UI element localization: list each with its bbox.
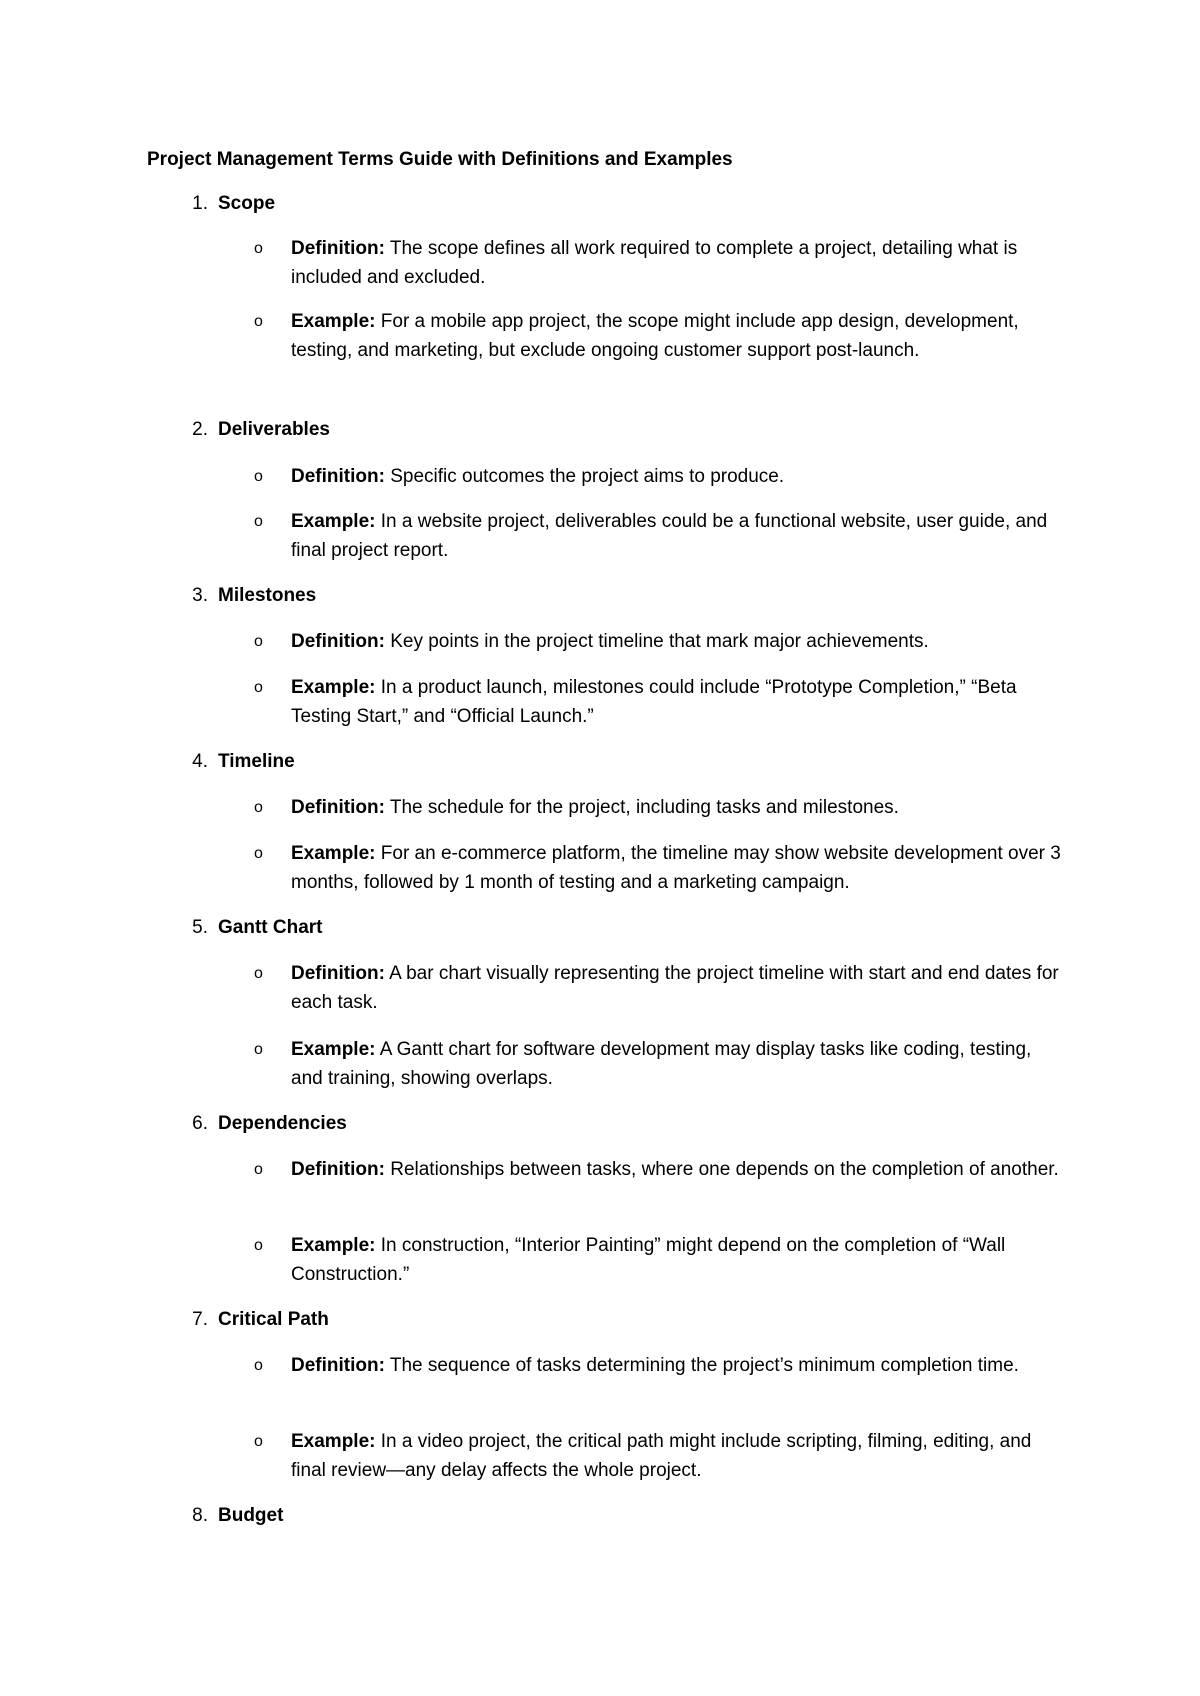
example-label: Example: <box>291 843 376 864</box>
example-body: For a mobile app project, the scope might include app design, development, testing, and marketing, but exclude ongoing customer support post-launch. <box>291 311 1019 361</box>
term-name: Gantt Chart <box>218 917 323 938</box>
bullet-marker: o <box>254 1041 263 1058</box>
definition-text <box>291 462 1061 491</box>
definition-text <box>291 1351 1061 1380</box>
definition-text <box>291 627 1061 656</box>
definition-text <box>291 1155 1061 1184</box>
term-name: Critical Path <box>218 1309 329 1330</box>
definition-body: Key points in the project timeline that mark major achievements. <box>390 631 929 652</box>
bullet-marker: o <box>254 513 263 530</box>
example-body: In a product launch, milestones could include “Prototype Completion,” “Beta Testing Start,” and “Official Launch.” <box>291 677 1017 727</box>
definition-label: Definition: <box>291 631 385 652</box>
definition-body: Relationships between tasks, where one depends on the completion of another. <box>390 1159 1059 1180</box>
bullet-marker: o <box>254 1237 263 1254</box>
example-label: Example: <box>291 1431 376 1452</box>
example-text <box>291 1035 1061 1093</box>
bullet-marker: o <box>254 1433 263 1450</box>
term-name: Scope <box>218 193 276 214</box>
document-title: Project Management Terms Guide with Definitions and Examples <box>147 149 733 170</box>
definition-body: Specific outcomes the project aims to produce. <box>390 466 785 487</box>
definition-text <box>291 234 1061 292</box>
definition-label: Definition: <box>291 238 385 259</box>
example-text <box>291 1427 1061 1485</box>
term-number: 3 . <box>178 582 208 610</box>
definition-label: Definition: <box>291 466 385 487</box>
example-label: Example: <box>291 1039 376 1060</box>
bullet-marker: o <box>254 468 263 485</box>
bullet-marker: o <box>254 240 263 257</box>
definition-body: The schedule for the project, including tasks and milestones. <box>389 797 899 818</box>
definition-label: Definition: <box>291 1159 385 1180</box>
definition-text <box>291 793 1061 822</box>
example-text <box>291 507 1061 565</box>
term-number: 5 . <box>178 914 208 942</box>
definition-label: Definition: <box>291 1355 385 1376</box>
example-label: Example: <box>291 677 376 698</box>
example-label: Example: <box>291 1235 376 1256</box>
definition-label: Definition: <box>291 963 385 984</box>
example-body: In a website project, deliverables could be a functional website, user guide, and final project report. <box>291 511 1048 561</box>
term-name: Dependencies <box>218 1113 347 1134</box>
example-text <box>291 839 1061 897</box>
example-text <box>291 1231 1061 1289</box>
definition-body: The scope defines all work required to complete a project, detailing what is included and excluded. <box>291 238 1018 288</box>
example-body: A Gantt chart for software development may display tasks like coding, testing, and training, showing overlaps. <box>291 1039 1032 1089</box>
definition-label: Definition: <box>291 797 385 818</box>
bullet-marker: o <box>254 313 263 330</box>
bullet-marker: o <box>254 679 263 696</box>
example-label: Example: <box>291 511 376 532</box>
definition-text <box>291 959 1061 1017</box>
example-body: For an e-commerce platform, the timeline may show website development over 3 months, followed by 1 month of testing and a marketing campaign. <box>291 843 1061 893</box>
term-name: Deliverables <box>218 419 330 440</box>
example-text <box>291 673 1061 731</box>
example-label: Example: <box>291 311 376 332</box>
term-number: 7 . <box>178 1306 208 1334</box>
bullet-marker: o <box>254 633 263 650</box>
definition-body: The sequence of tasks determining the project’s minimum completion time. <box>389 1355 1019 1376</box>
term-name: Budget <box>218 1505 284 1526</box>
example-body: In a video project, the critical path might include scripting, filming, editing, and final review—any delay affects the whole project. <box>291 1431 1032 1481</box>
term-name: Timeline <box>218 751 295 772</box>
term-number: 2 . <box>178 416 208 444</box>
bullet-marker: o <box>254 799 263 816</box>
term-number: 8 . <box>178 1502 208 1530</box>
bullet-marker: o <box>254 1161 263 1178</box>
bullet-marker: o <box>254 965 263 982</box>
example-body: In construction, “Interior Painting” might depend on the completion of “Wall Construction.” <box>291 1235 1006 1285</box>
term-number: 6 . <box>178 1110 208 1138</box>
bullet-marker: o <box>254 845 263 862</box>
term-number: 1 . <box>178 190 208 218</box>
term-number: 4 . <box>178 748 208 776</box>
term-name: Milestones <box>218 585 317 606</box>
definition-body: A bar chart visually representing the project timeline with start and end dates for each task. <box>291 963 1059 1013</box>
bullet-marker: o <box>254 1357 263 1374</box>
example-text <box>291 307 1061 365</box>
